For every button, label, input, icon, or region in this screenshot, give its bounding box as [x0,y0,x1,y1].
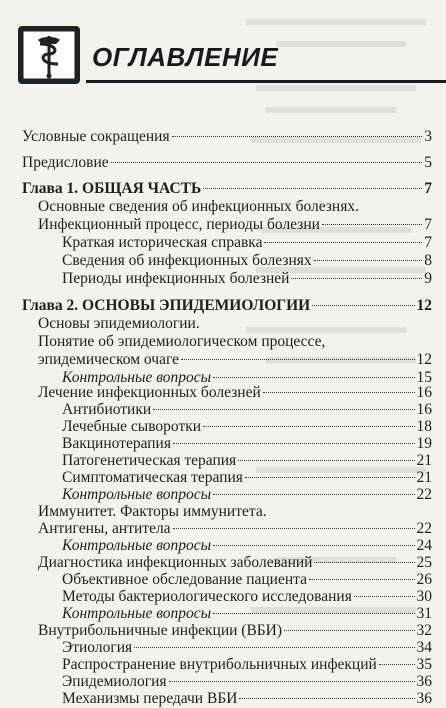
toc-entry[interactable]: Объективное обследование пациента 26 [62,571,432,588]
toc-subheading: Понятие об эпидемиологическом процессе, [38,333,326,350]
leader-dots [213,544,414,546]
toc-entry[interactable]: Симптоматическая терапия 21 [62,469,432,486]
leader-dots [111,161,423,163]
leader-dots [284,629,414,631]
toc-entry-review-questions[interactable]: Контрольные вопросы 24 [62,537,432,554]
toc-entry[interactable]: Методы бактериологического исследования 30 [62,588,432,605]
toc-entry[interactable]: Лечение инфекционных болезней 16 [38,384,432,401]
toc-entry[interactable]: Распространение внутрибольничных инфекций 35 [62,656,432,673]
leader-dots [263,391,415,393]
leader-dots [173,442,415,444]
leader-dots [213,376,414,378]
toc-entry-chapter-1[interactable]: Глава 1. ОБЩАЯ ЧАСТЬ 7 [22,180,432,197]
leader-dots [245,476,415,478]
leader-dots [203,187,422,189]
leader-dots [213,493,414,495]
leader-dots [354,595,415,597]
toc-entry[interactable]: Диагностика инфекционных заболеваний 25 [38,554,432,571]
leader-dots [169,680,415,682]
leader-dots [322,223,422,225]
leader-dots [203,425,414,427]
toc-entry[interactable]: эпидемическом очаге 12 [38,351,432,368]
toc-entry-preface[interactable]: Предисловие 5 [22,154,432,171]
toc-entry[interactable]: Внутрибольничные инфекции (ВБИ) 32 [38,622,432,639]
toc-entry[interactable]: Вакцинотерапия 19 [62,435,432,452]
toc-entry-review-questions[interactable]: Контрольные вопросы 15 [62,369,432,386]
toc-entry-chapter-2[interactable]: Глава 2. ОСНОВЫ ЭПИДЕМИОЛОГИИ 12 [22,297,432,314]
toc-entry[interactable]: Сведения об инфекционных болезнях 8 [62,252,432,269]
leader-dots [379,663,415,665]
page-title: ОГЛАВЛЕНИЕ [92,42,279,72]
leader-dots [314,561,414,563]
leader-dots [314,259,423,261]
toc-entry[interactable]: Патогенетическая терапия 21 [62,452,432,469]
leader-dots [264,241,422,243]
toc-subheading: Основные сведения об инфекционных болезнях. [38,198,359,215]
leader-dots [238,459,414,461]
toc-entry[interactable]: Этиология 34 [62,639,432,656]
leader-dots [312,304,414,306]
toc-entry[interactable]: Инфекционный процесс, периоды болезни 7 [38,216,432,233]
toc-subheading: Основы эпидемиологии. [38,315,200,332]
toc-entry[interactable]: Эпидемиология 36 [62,673,432,690]
toc-entry[interactable]: Краткая историческая справка 7 [62,234,432,251]
toc-entry-abbreviations[interactable]: Условные сокращения 3 [22,128,432,145]
toc-header [18,12,446,86]
toc-entry[interactable]: Антибиотики 16 [62,401,432,418]
medical-caduceus-logo-icon [18,26,80,84]
leader-dots [239,697,414,699]
leader-dots [309,578,415,580]
leader-dots [134,646,414,648]
leader-dots [181,358,415,360]
leader-dots [213,612,414,614]
leader-dots [291,277,422,279]
toc-entry-review-questions[interactable]: Контрольные вопросы 31 [62,605,432,622]
leader-dots [172,135,423,137]
toc-subheading: Иммунитет. Факторы иммунитета. [38,503,267,520]
leader-dots [153,408,414,410]
toc-entry[interactable]: Лечебные сыворотки 18 [62,418,432,435]
toc-entry-review-questions[interactable]: Контрольные вопросы 22 [62,486,432,503]
title-rule [86,80,446,83]
toc-entry[interactable]: Антигены, антитела 22 [38,520,432,537]
toc-entry[interactable]: Механизмы передачи ВБИ 36 [62,690,432,707]
leader-dots [173,527,415,529]
toc-entry[interactable]: Периоды инфекционных болезней 9 [62,270,432,287]
